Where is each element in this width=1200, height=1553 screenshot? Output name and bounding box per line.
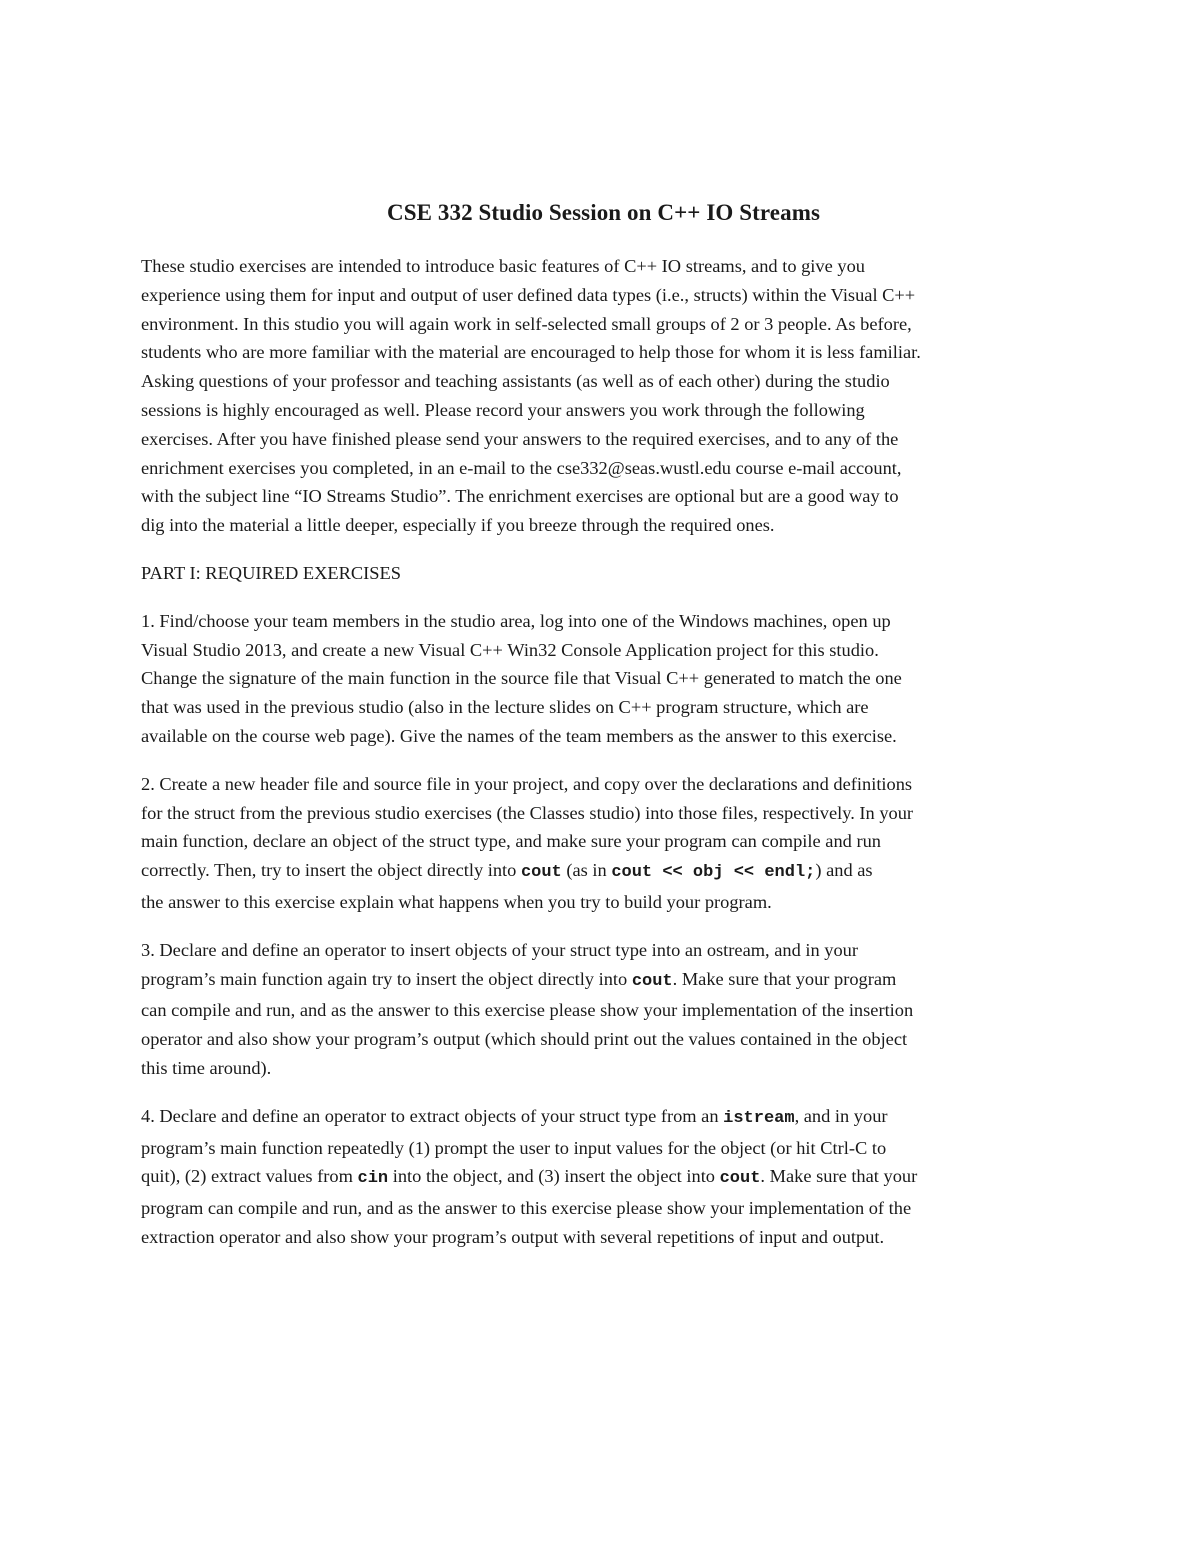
code-cout: cout [719, 1169, 761, 1189]
intro-line: Asking questions of your professor and teaching assistants (as well as of each other) during the studio [141, 371, 890, 392]
intro-line: exercises. After you have finished please send your answers to the required exercises, and to any of the [141, 428, 899, 449]
intro-line: students who are more familiar with the material are encouraged to help those for whom it is less familiar. [141, 342, 921, 363]
intro-line: environment. In this studio you will again work in self-selected small groups of 2 or 3 people. As before, [141, 313, 912, 334]
intro-line: experience using them for input and output of user defined data types (i.e., structs) within the Visual C++ [141, 284, 916, 305]
intro-line: dig into the material a little deeper, especially if you breeze through the required ones. [141, 515, 775, 536]
exercise-line [141, 1102, 1066, 1134]
exercise-line: extraction operator and also show your program’s output with several repetitions of input and output. [141, 1226, 885, 1247]
exercise-line: for the struct from the previous studio exercises (the Classes studio) into those files, respectively. In your [141, 802, 914, 823]
document-page [141, 198, 1066, 1271]
exercise-line: program can compile and run, and as the answer to this exercise please show your implementation of the [141, 1198, 912, 1219]
exercise-line: this time around). [141, 1057, 272, 1078]
exercise-line: that was used in the previous studio (also in the lecture slides on C++ program structure, which are [141, 697, 869, 718]
intro-paragraph [141, 252, 1066, 540]
exercise-line: program’s main function repeatedly (1) prompt the user to input values for the object (or hit Ctrl-C to [141, 1137, 887, 1158]
intro-line: These studio exercises are intended to introduce basic features of C++ IO streams, and to give you [141, 256, 865, 276]
text-fragment: quit), (2) extract values from [141, 1166, 358, 1187]
exercise-line: 2. Create a new header file and source file in your project, and copy over the declarations and definitions [141, 773, 913, 794]
text-fragment: (as in [561, 860, 612, 881]
text-fragment: into the object, and (3) insert the object into [388, 1166, 720, 1187]
text-fragment: correctly. Then, try to insert the object directly into [141, 860, 521, 881]
exercise-line: Change the signature of the main function in the source file that Visual C++ generated to match the one [141, 668, 902, 689]
exercise-line: Visual Studio 2013, and create a new Visual C++ Win32 Console Application project for this studio. [141, 639, 879, 660]
text-fragment: , and in your [794, 1105, 888, 1126]
exercise-line: can compile and run, and as the answer to this exercise please show your implementation of the insertion [141, 1000, 914, 1021]
code-cin: cin [357, 1169, 389, 1189]
exercise-line: available on the course web page). Give the names of the team members as the answer to this exercise. [141, 725, 897, 746]
text-fragment: program’s main function again try to insert the object directly into [141, 968, 632, 989]
part-heading: PART I: REQUIRED EXERCISES [141, 562, 401, 583]
exercise-line: 1. Find/choose your team members in the studio area, log into one of the Windows machines, open up [141, 610, 891, 631]
document-title: CSE 332 Studio Session on C++ IO Streams [386, 200, 820, 225]
exercise-line [141, 965, 1066, 997]
text-fragment: 4. Declare and define an operator to extract objects of your struct type from an [141, 1105, 724, 1126]
code-insertion-example: cout << obj << endl; [611, 863, 816, 883]
intro-line: enrichment exercises you completed, in an e-mail to the cse332@seas.wustl.edu course e-mail account, [141, 457, 902, 478]
exercise-3 [141, 936, 1066, 1083]
exercise-4 [141, 1102, 1066, 1252]
exercise-line [141, 1162, 1066, 1194]
exercise-line: 3. Declare and define an operator to insert objects of your struct type into an ostream, and in your [141, 939, 859, 960]
code-cout: cout [520, 863, 562, 883]
text-fragment: ) and as [815, 860, 873, 881]
intro-line: sessions is highly encouraged as well. Please record your answers you work through the following [141, 399, 865, 420]
text-fragment: . Make sure that your [760, 1166, 918, 1187]
exercise-1 [141, 607, 1066, 751]
exercise-line: operator and also show your program’s output (which should print out the values contained in the object [141, 1029, 908, 1050]
exercise-2 [141, 770, 1066, 917]
code-cout: cout [631, 971, 673, 991]
code-istream: istream [723, 1108, 795, 1128]
exercise-line [141, 856, 1066, 888]
text-fragment: . Make sure that your program [672, 968, 897, 989]
exercise-line: the answer to this exercise explain what happens when you try to build your program. [141, 891, 772, 912]
exercise-line: main function, declare an object of the struct type, and make sure your program can compile and run [141, 831, 881, 852]
intro-line: with the subject line “IO Streams Studio”. The enrichment exercises are optional but are a good way to [141, 486, 899, 507]
